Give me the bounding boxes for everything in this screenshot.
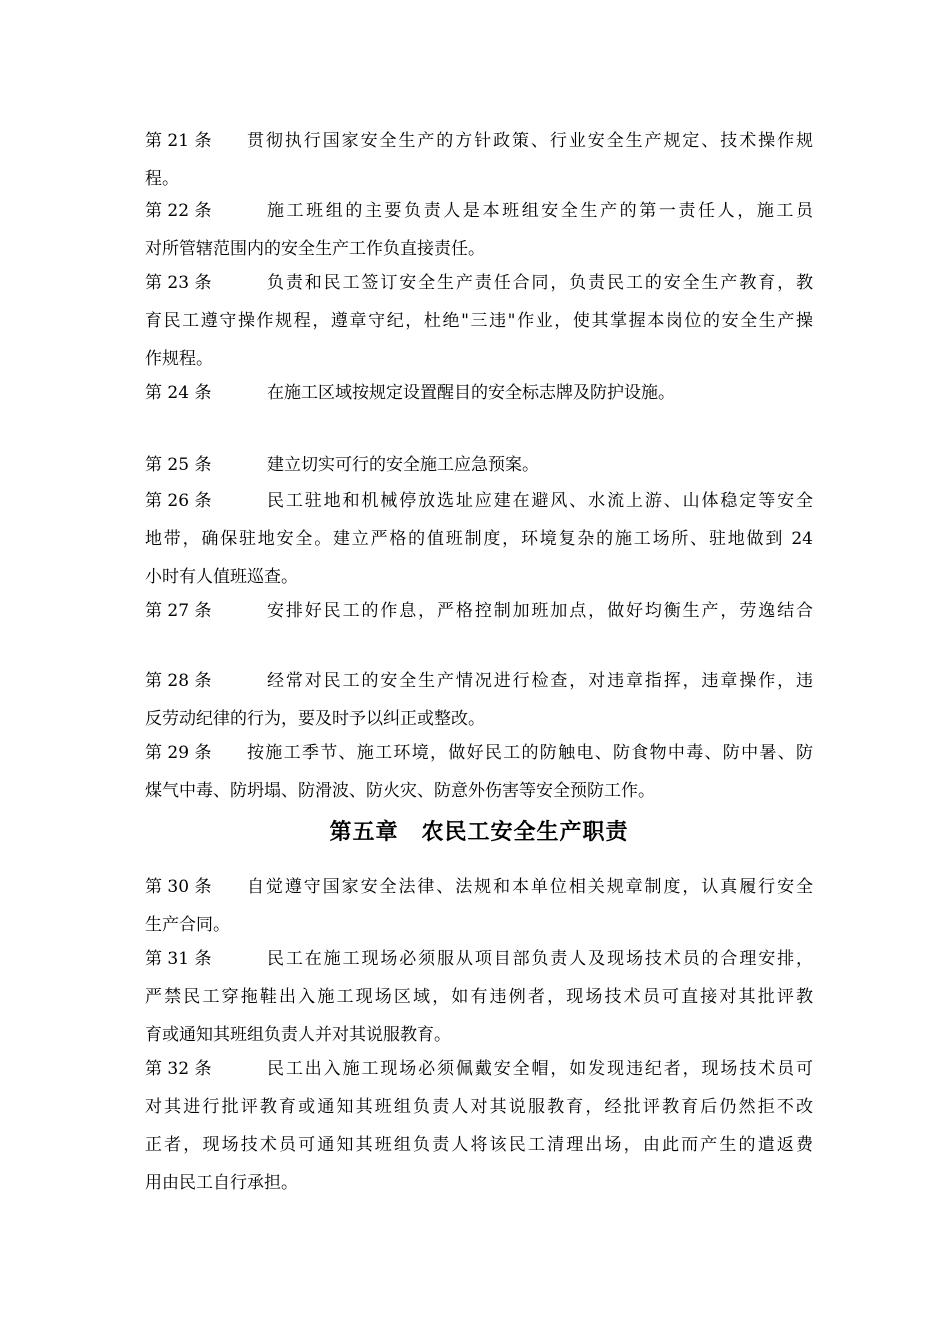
article-number: 第 23 条 <box>145 273 212 293</box>
article-text-line: 施工班组的主要负责人是本班组安全生产的第一责任人，施工员 <box>267 201 813 221</box>
article-text-line: 育民工遵守操作规程，遵章守纪，杜绝"三违"作业，使其掌握本岗位的安全生产操 <box>145 311 813 331</box>
article-text-line: 负责和民工签订安全生产责任合同，负责民工的安全生产教育，教 <box>267 273 813 293</box>
article-text-line: 用由民工自行承担。 <box>145 1173 298 1193</box>
article-text-line: 在施工区域按规定设置醒目的安全标志牌及防护设施。 <box>267 383 675 403</box>
article-number: 第 25 条 <box>145 455 212 475</box>
article-text-line: 程。 <box>145 169 179 189</box>
chapter-heading: 第五章 农民工安全生产职责 <box>329 820 629 845</box>
article-text-line: 自觉遵守国家安全法律、法规和本单位相关规章制度，认真履行安全 <box>247 877 813 897</box>
article-text-line: 地带，确保驻地安全。建立严格的值班制度，环境复杂的施工场所、驻地做到 24 <box>145 529 813 549</box>
article-number: 第 24 条 <box>145 383 212 403</box>
article-number: 第 21 条 <box>145 131 212 151</box>
article-text-line: 建立切实可行的安全施工应急预案。 <box>267 455 539 475</box>
article-text-line: 民工在施工现场必须服从项目部负责人及现场技术员的合理安排， <box>267 949 813 969</box>
article-number: 第 30 条 <box>145 877 212 897</box>
article-text-line: 作规程。 <box>145 349 213 369</box>
article-text-line: 煤气中毒、防坍塌、防滑波、防火灾、防意外伤害等安全预防工作。 <box>145 781 655 801</box>
article-text-line: 小时有人值班巡查。 <box>145 567 298 587</box>
article-number: 第 29 条 <box>145 743 212 763</box>
article-number: 第 32 条 <box>145 1059 212 1079</box>
article-text-line: 按施工季节、施工环境，做好民工的防触电、防食物中毒、防中暑、防 <box>247 743 813 763</box>
article-number: 第 22 条 <box>145 201 212 221</box>
article-number: 第 28 条 <box>145 671 212 691</box>
article-text-line: 民工出入施工现场必须佩戴安全帽，如发现违纪者，现场技术员可 <box>267 1059 813 1079</box>
article-text-line: 对所管辖范围内的安全生产工作负直接责任。 <box>145 239 485 259</box>
article-text-line: 贯彻执行国家安全生产的方针政策、行业安全生产规定、技术操作规 <box>247 131 813 151</box>
article-text-line: 民工驻地和机械停放选址应建在避风、水流上游、山体稳定等安全 <box>267 491 813 511</box>
article-text-line: 严禁民工穿拖鞋出入施工现场区域，如有违例者，现场技术员可直接对其批评教 <box>145 987 813 1007</box>
article-text-line: 经常对民工的安全生产情况进行检查，对违章指挥，违章操作，违 <box>267 671 813 691</box>
article-text-line: 对其进行批评教育或通知其班组负责人对其说服教育，经批评教育后仍然拒不改 <box>145 1097 813 1117</box>
article-text-line: 反劳动纪律的行为，要及时予以纠正或整改。 <box>145 709 485 729</box>
article-text-line: 安排好民工的作息，严格控制加班加点，做好均衡生产，劳逸结合 <box>267 601 813 621</box>
article-number: 第 27 条 <box>145 601 212 621</box>
article-text-line: 育或通知其班组负责人并对其说服教育。 <box>145 1025 451 1045</box>
article-number: 第 26 条 <box>145 491 212 511</box>
article-number: 第 31 条 <box>145 949 212 969</box>
article-text-line: 正者，现场技术员可通知其班组负责人将该民工清理出场，由此而产生的遣返费 <box>145 1135 813 1155</box>
article-text-line: 生产合同。 <box>145 915 230 935</box>
